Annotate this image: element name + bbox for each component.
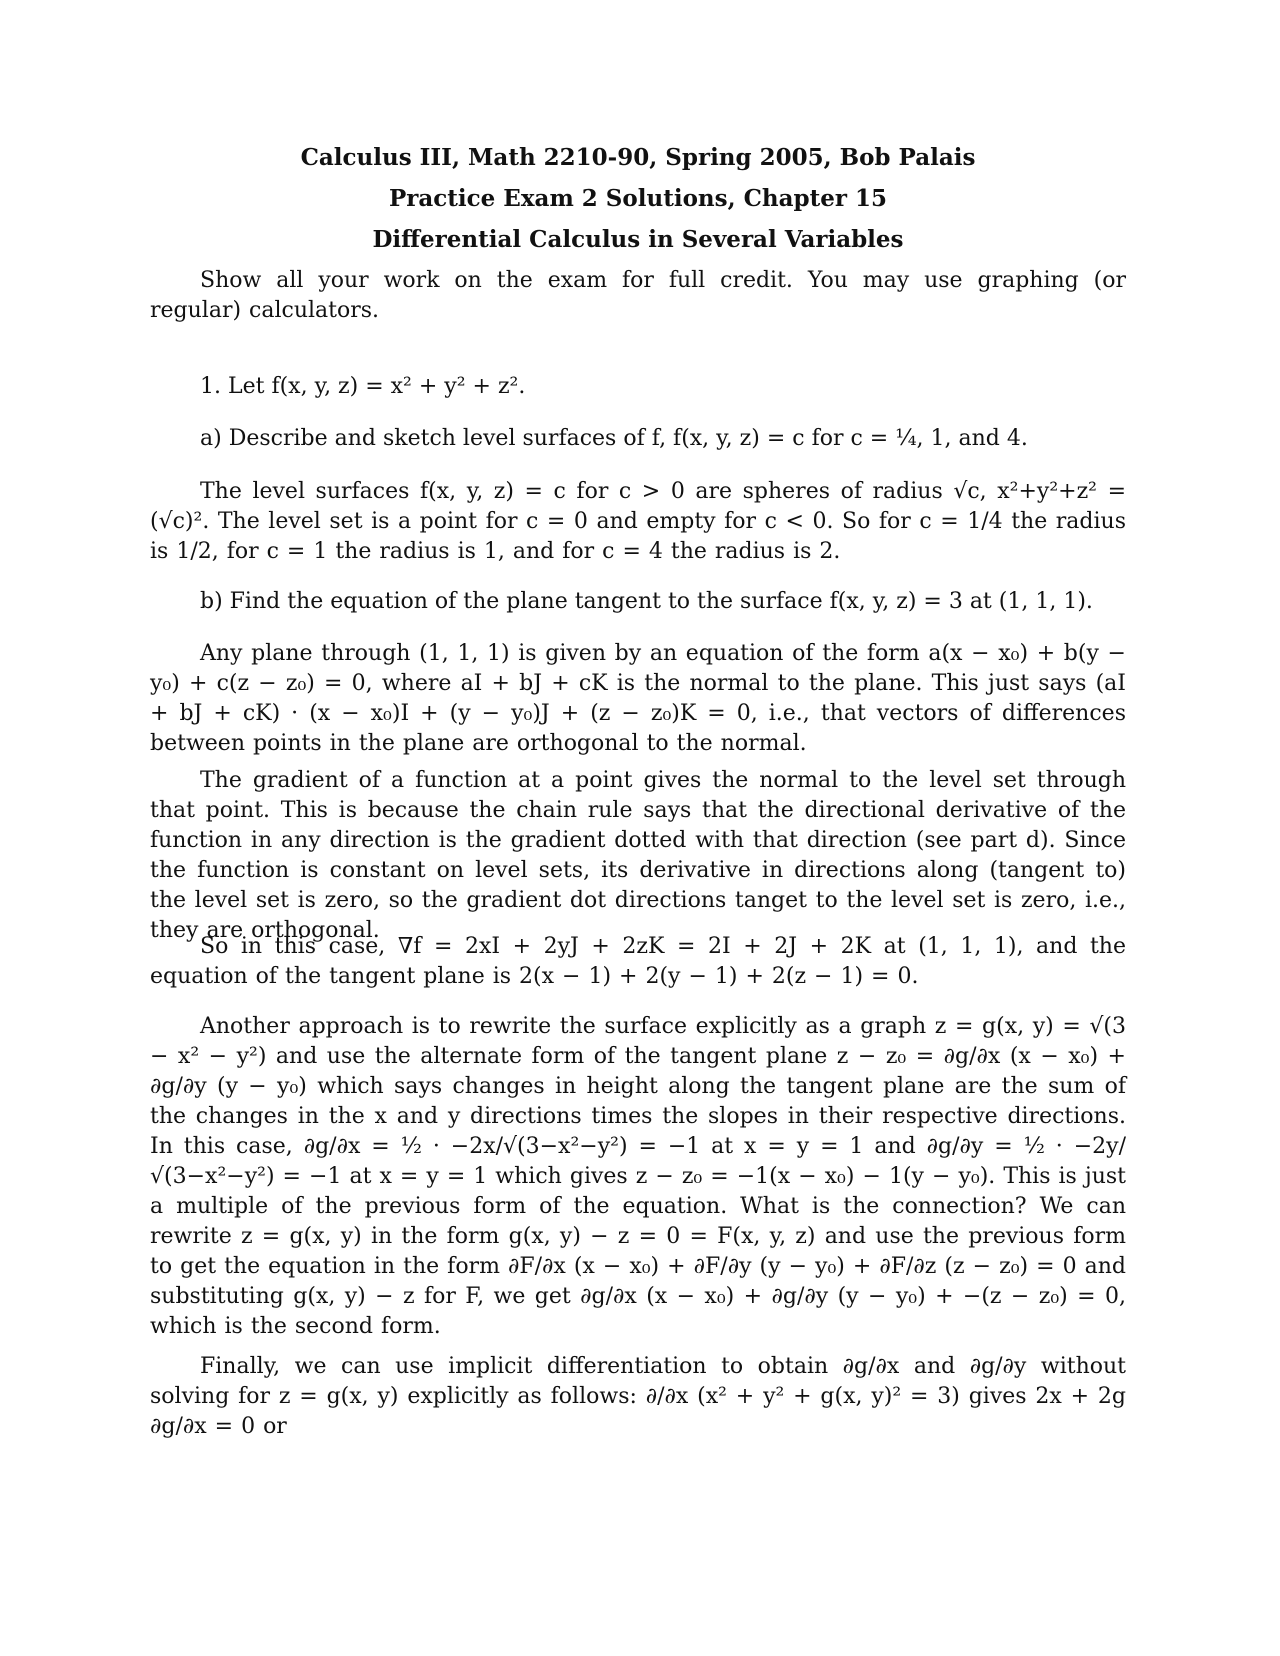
problem-1b-answer-paragraph-2: The gradient of a function at a point gives the normal to the level set through that point. This is because the chain rule says that the directional derivative of the function in any direction is the gradient dotted with that direction (see part d). Since the function is constant on level sets, its derivative in directions along (tangent to) the level set is zero, so the gradient dot directions tanget to the level set is zero, i.e., they are orthogonal. <box>150 768 1126 943</box>
problem-1b-answer-paragraph-1: Any plane through (1, 1, 1) is given by an equation of the form a(x − x₀) + b(y − y₀) + c(z − z₀) = 0, where aI + bJ + cK is the normal to the plane. This just says (aI + bJ + cK) · (x − x₀)I + (y − y₀)J + (z − z₀)K = 0, i.e., that vectors of differences between points in the plane are orthogonal to the normal. <box>150 641 1126 756</box>
problem-1b-answer-paragraph-3: So in this case, ∇f = 2xI + 2yJ + 2zK = 2I + 2J + 2K at (1, 1, 1), and the equation of the tangent plane is 2(x − 1) + 2(y − 1) + 2(z − 1) = 0. <box>150 934 1126 989</box>
problem-1b-answer-paragraph-5: Finally, we can use implicit differentiation to obtain ∂g/∂x and ∂g/∂y without solving for z = g(x, y) explicitly as follows: ∂/∂x (x² + y² + g(x, y)² = 3) gives 2x + 2g ∂g/∂x = 0 or <box>150 1354 1126 1439</box>
header-exam-line: Practice Exam 2 Solutions, Chapter 15 <box>388 185 888 212</box>
header-course-line: Calculus III, Math 2210-90, Spring 2005, Bob Palais <box>300 144 976 171</box>
problem-1b-question: b) Find the equation of the plane tangent to the surface f(x, y, z) = 3 at (1, 1, 1). <box>200 589 1093 614</box>
problem-1b-answer-paragraph-4: Another approach is to rewrite the surface explicitly as a graph z = g(x, y) = √(3 − x² − y²) and use the alternate form of the tangent plane z − z₀ = ∂g/∂x (x − x₀) + ∂g/∂y (y − y₀) which says changes in height along the tangent plane are the sum of the changes in the x and y directions times the slopes in their respective directions. In this case, ∂g/∂x = ½ · −2x/√(3−x²−y²) = −1 at x = y = 1 and ∂g/∂y = ½ · −2y/√(3−x²−y²) = −1 at x = y = 1 which gives z − z₀ = −1(x − x₀) − 1(y − y₀). This is just a multiple of the previous form of the equation. What is the connection? We can rewrite z = g(x, y) in the form g(x, y) − z = 0 = F(x, y, z) and use the previous form to get the equation in the form ∂F/∂x (x − x₀) + ∂F/∂y (y − y₀) + ∂F/∂z (z − z₀) = 0 and substituting g(x, y) − z for F, we get ∂g/∂x (x − x₀) + ∂g/∂y (y − y₀) + −(z − z₀) = 0, which is the second form. <box>150 1014 1126 1339</box>
problem-1a-answer: The level surfaces f(x, y, z) = c for c > 0 are spheres of radius √c, x²+y²+z² = (√c)². The level set is a point for c = 0 and empty for c < 0. So for c = 1/4 the radius is 1/2, for c = 1 the radius is 1, and for c = 4 the radius is 2. <box>150 479 1126 564</box>
intro-paragraph: Show all your work on the exam for full credit. You may use graphing (or regular) calculators. <box>150 268 1126 323</box>
header-topic-line: Differential Calculus in Several Variables <box>372 226 904 253</box>
problem-1-statement: 1. Let f(x, y, z) = x² + y² + z². <box>200 374 526 399</box>
problem-1a-question: a) Describe and sketch level surfaces of f, f(x, y, z) = c for c = ¼, 1, and 4. <box>200 426 1028 451</box>
document-page <box>150 0 1126 1656</box>
